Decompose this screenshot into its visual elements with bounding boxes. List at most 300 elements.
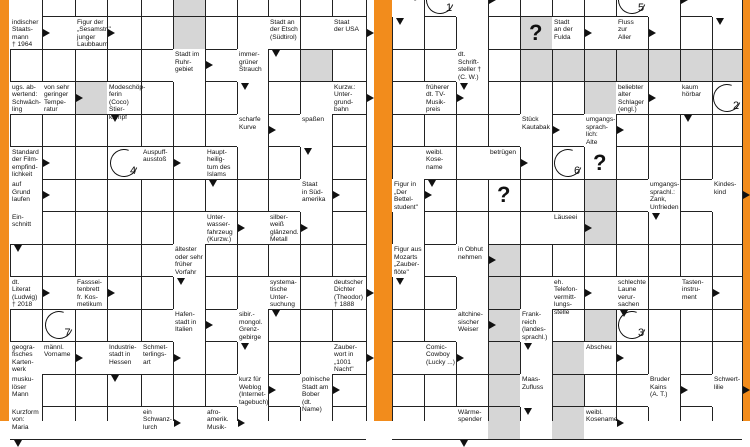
answer-cell[interactable] bbox=[205, 342, 237, 375]
grid-line bbox=[392, 406, 742, 407]
answer-cell[interactable] bbox=[584, 0, 616, 17]
clue-cell: Unter- wasser- fahrzeug (Kurzw.) bbox=[205, 212, 237, 245]
solution-number: 2 bbox=[733, 99, 740, 112]
answer-cell[interactable] bbox=[173, 212, 205, 245]
clue-cell: Läuseei bbox=[552, 212, 584, 245]
answer-cell[interactable] bbox=[584, 82, 616, 115]
answer-cell[interactable] bbox=[488, 374, 520, 407]
solution-number: 1 bbox=[446, 2, 453, 15]
answer-cell[interactable] bbox=[584, 309, 616, 342]
arrow-down-icon bbox=[209, 180, 217, 187]
answer-cell[interactable] bbox=[107, 407, 141, 440]
clue-cell: dt. Literat (Ludwig) † 2018 bbox=[10, 277, 42, 310]
answer-cell[interactable] bbox=[392, 374, 424, 407]
clue-cell: Stadt an der Fulda bbox=[552, 17, 584, 50]
answer-cell[interactable] bbox=[237, 17, 268, 50]
answer-cell[interactable] bbox=[173, 0, 205, 17]
clue-cell: spaßen bbox=[300, 114, 332, 147]
answer-cell[interactable] bbox=[680, 244, 712, 277]
answer-cell[interactable] bbox=[75, 0, 107, 17]
answer-cell[interactable] bbox=[237, 147, 268, 180]
answer-cell[interactable] bbox=[173, 114, 205, 147]
answer-cell[interactable] bbox=[205, 82, 237, 115]
clue-cell: sibir.- mongol. Grenz- gebirge bbox=[237, 309, 268, 342]
answer-cell[interactable] bbox=[424, 309, 456, 342]
answer-cell[interactable] bbox=[712, 49, 742, 82]
answer-cell[interactable] bbox=[456, 147, 488, 180]
arrow-right-icon bbox=[367, 354, 374, 362]
answer-cell[interactable] bbox=[552, 179, 584, 212]
answer-cell[interactable] bbox=[456, 212, 488, 245]
clue-cell: ein Schwanz- lurch bbox=[141, 407, 173, 440]
answer-cell[interactable] bbox=[42, 114, 75, 147]
answer-cell[interactable] bbox=[520, 49, 552, 82]
arrow-right-icon bbox=[367, 29, 374, 37]
answer-cell[interactable] bbox=[107, 212, 141, 245]
answer-cell[interactable] bbox=[680, 309, 712, 342]
clue-cell: kurz für Weblog (Internet- tagebuch) bbox=[239, 376, 269, 406]
answer-cell[interactable] bbox=[616, 212, 648, 245]
answer-cell[interactable] bbox=[173, 82, 205, 115]
answer-cell[interactable] bbox=[237, 244, 268, 277]
answer-cell[interactable] bbox=[268, 244, 300, 277]
solution-number: 4 bbox=[130, 164, 137, 177]
arrow-down-icon bbox=[14, 245, 22, 252]
clue-cell: Kurzw.: Unter- grund- bahn bbox=[332, 82, 366, 115]
clue-cell: indischer Staats- mann † 1964 bbox=[10, 17, 42, 50]
clue-cell: Schmet- terlings- art bbox=[141, 342, 173, 375]
answer-cell[interactable] bbox=[584, 179, 616, 212]
clue-cell: immer- grüner Strauch bbox=[237, 49, 268, 82]
answer-cell[interactable] bbox=[680, 179, 712, 212]
answer-cell[interactable] bbox=[332, 114, 366, 147]
answer-cell[interactable] bbox=[648, 277, 680, 310]
arrow-right-icon bbox=[76, 94, 83, 102]
answer-cell[interactable] bbox=[488, 82, 520, 115]
arrow-down-icon bbox=[304, 148, 312, 155]
answer-cell[interactable] bbox=[42, 407, 75, 440]
arrow-right-icon bbox=[43, 289, 50, 297]
arrow-right-icon bbox=[521, 159, 528, 167]
clue-cell: Auspuff- ausstoß bbox=[141, 147, 173, 180]
answer-cell[interactable] bbox=[268, 0, 300, 17]
answer-cell[interactable] bbox=[332, 147, 366, 180]
arrow-right-icon bbox=[649, 94, 656, 102]
answer-cell[interactable] bbox=[648, 244, 680, 277]
answer-cell[interactable] bbox=[107, 244, 141, 277]
arrow-right-icon bbox=[108, 289, 115, 297]
answer-cell[interactable] bbox=[488, 407, 520, 440]
clue-cell: dt. Schrift- steller † (C. W.) bbox=[456, 49, 488, 82]
answer-cell[interactable] bbox=[332, 49, 366, 82]
arrow-right-icon bbox=[585, 29, 592, 37]
clue-cell: Tasten- instru- ment bbox=[680, 277, 712, 310]
answer-cell[interactable] bbox=[300, 342, 332, 375]
arrow-down-icon bbox=[460, 83, 468, 90]
arrow-right-icon bbox=[617, 126, 624, 134]
arrow-down-icon bbox=[241, 83, 249, 90]
answer-cell[interactable] bbox=[488, 342, 520, 375]
answer-cell[interactable] bbox=[424, 114, 456, 147]
clue-cell: weibl. Kose- name bbox=[424, 147, 456, 180]
clue-cell: Stück Kautabak bbox=[520, 114, 552, 147]
answer-cell[interactable] bbox=[648, 407, 680, 440]
answer-cell[interactable] bbox=[552, 0, 584, 17]
clue-cell: musku- löser Mann bbox=[10, 374, 42, 407]
arrow-right-icon bbox=[425, 191, 432, 199]
answer-cell[interactable] bbox=[552, 407, 584, 440]
answer-cell[interactable] bbox=[712, 342, 742, 375]
answer-cell[interactable] bbox=[268, 82, 300, 115]
clue-cell: auf Grund laufen bbox=[10, 179, 42, 212]
answer-cell[interactable] bbox=[456, 374, 488, 407]
answer-cell[interactable] bbox=[42, 244, 75, 277]
answer-cell[interactable] bbox=[332, 212, 366, 245]
clue-cell: kaum hörbar bbox=[680, 82, 712, 115]
arrow-right-icon bbox=[367, 94, 374, 102]
answer-cell[interactable] bbox=[680, 147, 712, 180]
arrow-right-icon bbox=[174, 159, 181, 167]
answer-cell[interactable] bbox=[332, 244, 366, 277]
clue-cell: Ein- schnitt bbox=[10, 212, 42, 245]
answer-cell[interactable] bbox=[141, 114, 173, 147]
answer-cell[interactable] bbox=[680, 407, 712, 440]
arrow-right-icon bbox=[553, 126, 560, 134]
arrow-right-icon bbox=[649, 29, 656, 37]
question-mark: ? bbox=[593, 149, 607, 175]
clue-cell: umgangs- sprachl.: Zank, Unfrieden bbox=[650, 181, 680, 211]
arrow-right-icon bbox=[489, 0, 496, 4]
answer-cell[interactable] bbox=[584, 49, 616, 82]
answer-cell[interactable] bbox=[75, 49, 107, 82]
answer-cell[interactable] bbox=[392, 147, 424, 180]
clue-cell bbox=[10, 0, 42, 17]
answer-cell[interactable] bbox=[424, 17, 456, 50]
arrow-right-icon bbox=[743, 191, 750, 199]
answer-cell[interactable] bbox=[107, 309, 141, 342]
answer-cell[interactable] bbox=[332, 309, 366, 342]
answer-cell[interactable] bbox=[300, 82, 332, 115]
answer-cell[interactable] bbox=[712, 244, 742, 277]
answer-cell[interactable] bbox=[205, 17, 237, 50]
answer-cell[interactable] bbox=[520, 0, 552, 17]
page-frame-bar bbox=[742, 0, 750, 421]
answer-cell[interactable] bbox=[42, 0, 75, 17]
answer-cell[interactable] bbox=[392, 309, 424, 342]
arrow-right-icon bbox=[585, 224, 592, 232]
clue-cell: ältester oder sehr früher Vorfahr bbox=[173, 244, 205, 277]
answer-cell[interactable] bbox=[552, 49, 584, 82]
clue-cell: Hafen- stadt in Italien bbox=[173, 309, 205, 342]
answer-cell[interactable] bbox=[488, 49, 520, 82]
arrow-down-icon bbox=[177, 278, 185, 285]
answer-cell[interactable] bbox=[10, 49, 42, 82]
arrow-right-icon bbox=[76, 354, 83, 362]
answer-cell[interactable] bbox=[424, 49, 456, 82]
answer-cell[interactable] bbox=[300, 17, 332, 50]
clue-cell: weibl. Kosename bbox=[584, 407, 616, 440]
clue-cell: silber- weiß glänzend. Metall bbox=[270, 213, 299, 244]
page-frame-bar bbox=[374, 0, 392, 421]
answer-cell[interactable] bbox=[268, 179, 300, 212]
answer-cell[interactable] bbox=[141, 309, 173, 342]
answer-cell[interactable] bbox=[552, 374, 584, 407]
arrow-down-icon bbox=[272, 50, 280, 57]
answer-cell[interactable] bbox=[488, 277, 520, 310]
answer-cell[interactable] bbox=[205, 244, 237, 277]
clue-cell: eh. Telefon- vermitt- lungs- stelle bbox=[552, 277, 584, 310]
clue-cell: geogra- fisches Karten- werk bbox=[10, 342, 42, 375]
answer-cell[interactable] bbox=[648, 309, 680, 342]
arrow-right-icon bbox=[585, 289, 592, 297]
answer-cell[interactable] bbox=[75, 147, 107, 180]
answer-cell[interactable] bbox=[648, 342, 680, 375]
clue-cell: Stadt im Ruhr- gebiet bbox=[173, 49, 205, 82]
answer-cell[interactable] bbox=[616, 147, 648, 180]
answer-cell[interactable] bbox=[141, 374, 173, 407]
answer-cell[interactable] bbox=[520, 82, 552, 115]
answer-cell[interactable] bbox=[237, 277, 268, 310]
clue-cell: Maas- Zufluss bbox=[520, 374, 552, 407]
answer-cell[interactable] bbox=[141, 212, 173, 245]
answer-cell[interactable] bbox=[616, 179, 648, 212]
answer-cell[interactable] bbox=[712, 147, 742, 180]
answer-cell[interactable] bbox=[680, 49, 712, 82]
answer-cell[interactable] bbox=[680, 17, 712, 50]
answer-cell[interactable] bbox=[520, 179, 552, 212]
clue-cell: Frank- reich (landes- sprachl.) bbox=[520, 309, 552, 342]
answer-cell[interactable] bbox=[648, 49, 680, 82]
answer-cell[interactable] bbox=[75, 114, 107, 147]
clue-cell: schlechte Laune verur- sachen bbox=[616, 277, 648, 310]
answer-cell[interactable] bbox=[680, 342, 712, 375]
clue-cell: von sehr geringer Tempe- ratur bbox=[42, 82, 75, 115]
clue-cell: Wärme- spender bbox=[456, 407, 488, 440]
arrow-right-icon bbox=[174, 354, 181, 362]
clue-cell: Comic- Cowboy (Lucky ...) bbox=[424, 342, 456, 375]
answer-cell[interactable] bbox=[42, 212, 75, 245]
clue-cell bbox=[648, 0, 680, 17]
answer-cell[interactable] bbox=[173, 17, 205, 50]
answer-cell[interactable] bbox=[680, 212, 712, 245]
answer-cell[interactable] bbox=[300, 277, 332, 310]
answer-cell[interactable] bbox=[107, 49, 141, 82]
clue-cell: in Obhut nehmen bbox=[456, 244, 488, 277]
page-frame-bar bbox=[0, 0, 9, 421]
answer-cell[interactable] bbox=[173, 374, 205, 407]
clue-cell: Bruder Kains (A. T.) bbox=[648, 374, 680, 407]
answer-cell[interactable] bbox=[392, 82, 424, 115]
answer-cell[interactable] bbox=[648, 147, 680, 180]
clue-cell: Figur in „Der Bettel- student" bbox=[392, 179, 424, 212]
answer-cell[interactable] bbox=[75, 179, 107, 212]
arrow-down-icon bbox=[272, 310, 280, 317]
answer-cell[interactable] bbox=[237, 0, 268, 17]
arrow-right-icon bbox=[269, 126, 276, 134]
answer-cell[interactable] bbox=[616, 244, 648, 277]
arrow-down-icon bbox=[111, 115, 119, 122]
answer-cell[interactable] bbox=[42, 49, 75, 82]
solution-number: 6 bbox=[574, 164, 581, 177]
answer-cell[interactable] bbox=[392, 212, 424, 245]
answer-cell[interactable] bbox=[268, 342, 300, 375]
clue-cell: Industrie- stadt in Hessen bbox=[107, 342, 141, 375]
answer-cell[interactable] bbox=[75, 407, 107, 440]
answer-cell[interactable] bbox=[332, 407, 366, 440]
answer-cell[interactable] bbox=[520, 244, 552, 277]
answer-cell[interactable] bbox=[520, 212, 552, 245]
answer-cell[interactable] bbox=[392, 407, 424, 440]
answer-cell[interactable] bbox=[75, 374, 107, 407]
answer-cell[interactable] bbox=[616, 49, 648, 82]
answer-cell[interactable] bbox=[300, 49, 332, 82]
answer-cell[interactable] bbox=[648, 114, 680, 147]
question-mark: ? bbox=[497, 182, 511, 207]
answer-cell[interactable] bbox=[205, 0, 237, 17]
answer-cell[interactable] bbox=[424, 212, 456, 245]
answer-cell[interactable] bbox=[300, 244, 332, 277]
answer-cell[interactable] bbox=[300, 309, 332, 342]
answer-cell[interactable] bbox=[268, 407, 300, 440]
clue-cell: Staat der USA bbox=[332, 17, 366, 50]
arrow-right-icon bbox=[238, 419, 245, 427]
clue-cell: Standard der Film- empfind- lichkeit bbox=[10, 147, 42, 180]
answer-cell[interactable] bbox=[552, 342, 584, 375]
clue-cell: Figur aus Mozarts „Zauber- flöte" bbox=[392, 244, 424, 277]
clue-cell: deutscher Dichter (Theodor) † 1888 bbox=[332, 277, 366, 310]
answer-cell[interactable] bbox=[712, 212, 742, 245]
answer-cell[interactable] bbox=[300, 0, 332, 17]
answer-cell[interactable] bbox=[424, 277, 456, 310]
clue-cell: beliebter alter Schlager (engl.) bbox=[616, 82, 648, 115]
answer-cell[interactable] bbox=[456, 179, 488, 212]
clue-cell: ugs. ab- wertend: Schwäch- ling bbox=[12, 83, 41, 114]
arrow-down-icon bbox=[396, 18, 404, 25]
arrow-right-icon bbox=[617, 354, 624, 362]
answer-cell[interactable] bbox=[107, 0, 141, 17]
arrow-down-icon bbox=[524, 408, 532, 415]
arrow-right-icon bbox=[681, 386, 688, 394]
grid-line bbox=[392, 439, 742, 440]
answer-cell[interactable] bbox=[141, 49, 173, 82]
answer-cell[interactable] bbox=[392, 114, 424, 147]
answer-cell[interactable] bbox=[488, 17, 520, 50]
solution-number: 7 bbox=[64, 327, 71, 340]
answer-cell[interactable] bbox=[237, 179, 268, 212]
clue-cell bbox=[392, 0, 424, 17]
answer-cell[interactable] bbox=[456, 114, 488, 147]
answer-cell[interactable] bbox=[424, 407, 456, 440]
answer-cell[interactable] bbox=[10, 309, 42, 342]
answer-cell[interactable] bbox=[424, 244, 456, 277]
answer-cell[interactable] bbox=[205, 374, 237, 407]
arrow-right-icon bbox=[206, 321, 213, 329]
answer-cell[interactable] bbox=[488, 212, 520, 245]
answer-cell[interactable] bbox=[584, 374, 616, 407]
clue-cell: Modeschöp- ferin (Coco) Stier- kampf bbox=[109, 83, 146, 121]
answer-cell[interactable] bbox=[552, 244, 584, 277]
answer-cell[interactable] bbox=[616, 374, 648, 407]
clue-cell: Haupt- heilig- tum des Islams bbox=[205, 147, 237, 180]
answer-cell[interactable] bbox=[520, 277, 552, 310]
answer-cell[interactable] bbox=[141, 179, 173, 212]
clue-cell: Staat in Süd- amerika bbox=[300, 179, 332, 212]
clue-cell: betrügen bbox=[488, 147, 520, 180]
arrow-right-icon bbox=[108, 29, 115, 37]
answer-cell[interactable] bbox=[141, 17, 173, 50]
answer-cell[interactable] bbox=[712, 407, 742, 440]
arrow-right-icon bbox=[174, 419, 181, 427]
arrow-right-icon bbox=[489, 321, 496, 329]
clue-cell: afro- amerik. Musik- bbox=[205, 407, 237, 440]
answer-cell[interactable] bbox=[205, 114, 237, 147]
answer-cell[interactable] bbox=[712, 114, 742, 147]
clue-cell: systema- tische Unter- suchung bbox=[268, 277, 300, 310]
clue-cell: polnische Stadt am Bober (dt. Name) bbox=[300, 374, 332, 407]
question-mark: ? bbox=[529, 19, 543, 45]
grid-line bbox=[10, 439, 366, 440]
answer-cell[interactable] bbox=[75, 309, 107, 342]
arrow-right-icon bbox=[457, 354, 464, 362]
solution-number: 5 bbox=[638, 2, 645, 15]
arrow-right-icon bbox=[238, 224, 245, 232]
clue-cell: altchine- sischer Weiser bbox=[456, 309, 488, 342]
answer-cell[interactable] bbox=[456, 277, 488, 310]
clue-cell: Fasssei- tenbrett fr. Kos- metikum bbox=[75, 277, 107, 310]
answer-cell[interactable] bbox=[42, 374, 75, 407]
answer-cell[interactable] bbox=[584, 244, 616, 277]
arrow-right-icon bbox=[681, 0, 688, 4]
clue-cell: umgangs- sprach- lich: Alte bbox=[586, 116, 616, 146]
answer-cell[interactable] bbox=[268, 147, 300, 180]
answer-cell[interactable] bbox=[392, 49, 424, 82]
answer-cell[interactable] bbox=[10, 114, 42, 147]
clue-cell: Stadt an der Etsch (Südtirol) bbox=[268, 17, 300, 50]
answer-cell[interactable] bbox=[205, 277, 237, 310]
arrow-right-icon bbox=[43, 29, 50, 37]
answer-cell[interactable] bbox=[141, 277, 173, 310]
arrow-right-icon bbox=[206, 61, 213, 69]
answer-cell[interactable] bbox=[173, 179, 205, 212]
arrow-right-icon bbox=[617, 419, 624, 427]
answer-cell[interactable] bbox=[107, 179, 141, 212]
arrow-right-icon bbox=[489, 256, 496, 264]
answer-cell[interactable] bbox=[332, 0, 366, 17]
answer-cell[interactable] bbox=[552, 82, 584, 115]
arrow-right-icon bbox=[457, 94, 464, 102]
clue-cell: scharfe Kurve bbox=[237, 114, 268, 147]
clue-cell: Fluss zur Aller bbox=[616, 17, 648, 50]
answer-cell[interactable] bbox=[712, 309, 742, 342]
clue-cell: Kurzform von: Maria bbox=[10, 407, 42, 440]
arrow-down-icon bbox=[14, 440, 22, 447]
clue-cell: Kindes- kind bbox=[712, 179, 742, 212]
answer-cell[interactable] bbox=[456, 17, 488, 50]
clue-cell bbox=[712, 0, 742, 17]
arrow-down-icon bbox=[396, 278, 404, 285]
arrow-right-icon bbox=[43, 191, 50, 199]
answer-cell[interactable] bbox=[392, 342, 424, 375]
answer-cell[interactable] bbox=[141, 0, 173, 17]
answer-cell[interactable] bbox=[75, 212, 107, 245]
clue-cell bbox=[456, 0, 488, 17]
answer-cell[interactable] bbox=[424, 374, 456, 407]
answer-cell[interactable] bbox=[141, 244, 173, 277]
clue-cell: männl. Vorname bbox=[42, 342, 75, 375]
answer-cell[interactable] bbox=[141, 82, 173, 115]
answer-cell[interactable] bbox=[488, 114, 520, 147]
answer-cell[interactable] bbox=[75, 244, 107, 277]
